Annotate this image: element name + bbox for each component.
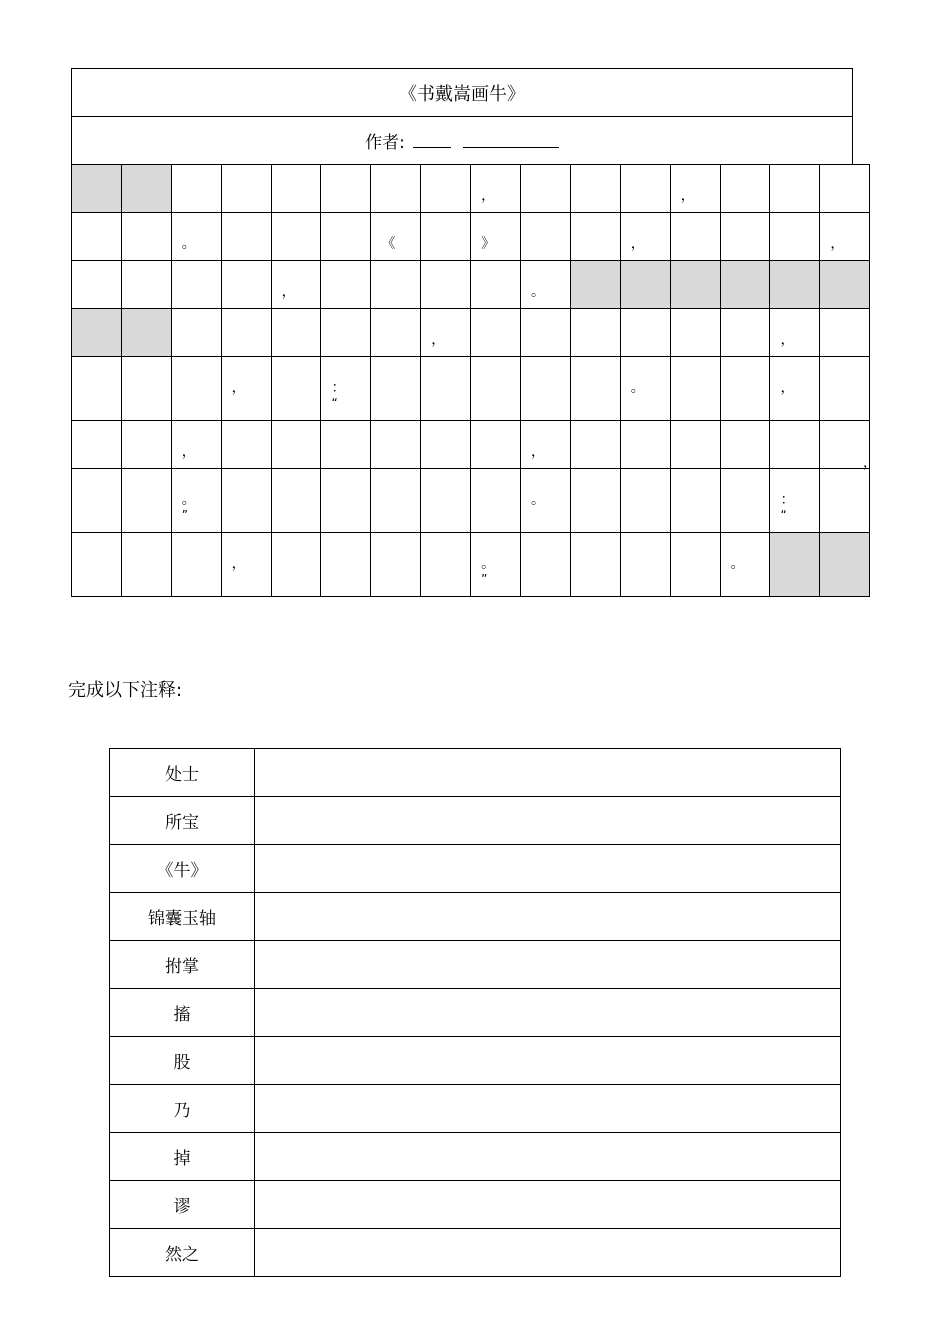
note-row bbox=[110, 749, 841, 797]
grid-cell[interactable] bbox=[72, 261, 122, 309]
grid-cell[interactable] bbox=[570, 165, 620, 213]
grid-cell[interactable] bbox=[620, 309, 670, 357]
grid-cell[interactable] bbox=[620, 533, 670, 597]
grid-cell[interactable] bbox=[570, 533, 620, 597]
grid-cell[interactable] bbox=[121, 469, 171, 533]
grid-cell[interactable] bbox=[471, 421, 521, 469]
grid-cell-shaded bbox=[720, 261, 770, 309]
grid-cell-shaded bbox=[121, 309, 171, 357]
punctuation-mark: ： bbox=[780, 492, 795, 508]
punctuation-mark: 。 bbox=[531, 284, 546, 300]
grid-cell[interactable] bbox=[770, 357, 820, 421]
grid-cell[interactable] bbox=[371, 309, 421, 357]
note-row bbox=[110, 941, 841, 989]
note-term: 乃 bbox=[110, 1085, 255, 1133]
grid-cell[interactable] bbox=[72, 213, 122, 261]
punctuation-mark: ， bbox=[431, 332, 446, 348]
grid-cell[interactable] bbox=[371, 165, 421, 213]
grid-cell[interactable] bbox=[321, 533, 371, 597]
note-row bbox=[110, 797, 841, 845]
grid-cell[interactable] bbox=[720, 309, 770, 357]
grid-cell[interactable] bbox=[770, 213, 820, 261]
notes-table bbox=[109, 748, 841, 1277]
grid-cell[interactable] bbox=[371, 469, 421, 533]
punctuation-mark: ， bbox=[531, 444, 546, 460]
grid-cell[interactable] bbox=[321, 213, 371, 261]
grid-cell[interactable] bbox=[570, 213, 620, 261]
note-row bbox=[110, 1037, 841, 1085]
grid-cell[interactable] bbox=[670, 469, 720, 533]
punctuation-mark: ， bbox=[830, 236, 845, 252]
grid-cell[interactable] bbox=[720, 421, 770, 469]
note-term: 拊掌 bbox=[110, 941, 255, 989]
note-row bbox=[110, 1133, 841, 1181]
grid-cell[interactable] bbox=[421, 213, 471, 261]
grid-cell[interactable] bbox=[421, 309, 471, 357]
grid-cell[interactable] bbox=[670, 533, 720, 597]
grid-cell[interactable] bbox=[620, 213, 670, 261]
punctuation-mark: ， bbox=[181, 444, 196, 460]
punctuation-mark: 。 bbox=[630, 380, 645, 396]
grid-cell[interactable] bbox=[521, 469, 571, 533]
outside-comma: ， bbox=[863, 455, 877, 471]
grid-cell[interactable] bbox=[471, 309, 521, 357]
punctuation-mark: ， bbox=[231, 556, 246, 572]
punctuation-mark: ， bbox=[481, 188, 496, 204]
note-term: 然之 bbox=[110, 1229, 255, 1277]
note-answer-field[interactable] bbox=[255, 1085, 841, 1133]
grid-cell[interactable] bbox=[570, 309, 620, 357]
grid-cell[interactable] bbox=[271, 165, 321, 213]
note-answer-field[interactable] bbox=[255, 941, 841, 989]
grid-cell-shaded bbox=[820, 261, 870, 309]
grid-cell[interactable] bbox=[570, 421, 620, 469]
grid-row bbox=[72, 309, 870, 357]
punctuation-mark: ： bbox=[331, 380, 346, 396]
grid-cell[interactable] bbox=[421, 165, 471, 213]
grid-row bbox=[72, 165, 870, 213]
quote-mark: “ bbox=[780, 508, 787, 522]
grid-cell[interactable] bbox=[421, 421, 471, 469]
punctuation-mark: ， bbox=[680, 188, 695, 204]
note-term: 谬 bbox=[110, 1181, 255, 1229]
grid-row bbox=[72, 213, 870, 261]
punctuation-mark: 。 bbox=[181, 492, 196, 508]
note-answer-field[interactable] bbox=[255, 845, 841, 893]
note-answer-field[interactable] bbox=[255, 749, 841, 797]
author-blank-2[interactable] bbox=[463, 133, 559, 148]
punctuation-mark: ， bbox=[780, 332, 795, 348]
author-row bbox=[71, 116, 853, 164]
grid-cell[interactable] bbox=[171, 261, 221, 309]
note-row bbox=[110, 989, 841, 1037]
grid-cell[interactable] bbox=[421, 261, 471, 309]
character-grid bbox=[71, 164, 870, 597]
note-term: 所宝 bbox=[110, 797, 255, 845]
grid-cell[interactable] bbox=[171, 533, 221, 597]
punctuation-mark: 《 bbox=[381, 236, 396, 252]
note-row bbox=[110, 1181, 841, 1229]
punctuation-mark: 。 bbox=[481, 556, 496, 572]
grid-cell[interactable] bbox=[72, 469, 122, 533]
grid-cell[interactable] bbox=[171, 165, 221, 213]
grid-cell[interactable] bbox=[72, 533, 122, 597]
grid-cell[interactable] bbox=[72, 421, 122, 469]
grid-cell[interactable] bbox=[121, 533, 171, 597]
grid-cell[interactable] bbox=[221, 309, 271, 357]
grid-cell[interactable] bbox=[471, 213, 521, 261]
grid-cell[interactable] bbox=[221, 165, 271, 213]
grid-cell[interactable] bbox=[221, 213, 271, 261]
notes-heading: 完成以下注释: bbox=[68, 680, 183, 701]
note-term: 股 bbox=[110, 1037, 255, 1085]
grid-cell[interactable] bbox=[171, 469, 221, 533]
note-row bbox=[110, 1229, 841, 1277]
grid-cell[interactable] bbox=[670, 309, 720, 357]
grid-cell[interactable] bbox=[620, 469, 670, 533]
grid-row bbox=[72, 261, 870, 309]
grid-cell[interactable] bbox=[720, 469, 770, 533]
grid-cell[interactable] bbox=[271, 261, 321, 309]
punctuation-mark: 。 bbox=[181, 236, 196, 252]
grid-cell[interactable] bbox=[471, 469, 521, 533]
grid-cell[interactable] bbox=[221, 261, 271, 309]
grid-row bbox=[72, 469, 870, 533]
grid-cell[interactable] bbox=[720, 213, 770, 261]
quote-mark: ” bbox=[181, 508, 188, 522]
title-row bbox=[71, 68, 853, 116]
grid-cell[interactable] bbox=[770, 165, 820, 213]
grid-cell[interactable] bbox=[471, 165, 521, 213]
grid-cell[interactable] bbox=[521, 421, 571, 469]
grid-cell[interactable] bbox=[770, 421, 820, 469]
note-row bbox=[110, 893, 841, 941]
grid-cell[interactable] bbox=[271, 533, 321, 597]
note-term: 处士 bbox=[110, 749, 255, 797]
grid-cell[interactable] bbox=[321, 421, 371, 469]
grid-row bbox=[72, 357, 870, 421]
grid-cell[interactable] bbox=[271, 309, 321, 357]
grid-cell[interactable] bbox=[421, 533, 471, 597]
grid-cell-shaded bbox=[770, 533, 820, 597]
note-answer-field[interactable] bbox=[255, 989, 841, 1037]
grid-cell-shaded bbox=[570, 261, 620, 309]
grid-row bbox=[72, 533, 870, 597]
grid-cell[interactable] bbox=[271, 421, 321, 469]
grid-cell[interactable] bbox=[171, 357, 221, 421]
note-answer-field[interactable] bbox=[255, 1229, 841, 1277]
note-answer-field[interactable] bbox=[255, 797, 841, 845]
grid-cell[interactable] bbox=[121, 357, 171, 421]
grid-cell[interactable] bbox=[820, 309, 870, 357]
grid-cell[interactable] bbox=[221, 533, 271, 597]
quote-mark: “ bbox=[331, 396, 338, 410]
grid-cell[interactable] bbox=[171, 421, 221, 469]
grid-cell[interactable] bbox=[620, 357, 670, 421]
note-answer-field[interactable] bbox=[255, 1037, 841, 1085]
grid-cell[interactable] bbox=[820, 165, 870, 213]
grid-cell[interactable] bbox=[770, 309, 820, 357]
grid-cell[interactable] bbox=[670, 213, 720, 261]
grid-cell[interactable] bbox=[72, 357, 122, 421]
grid-cell[interactable] bbox=[221, 357, 271, 421]
grid-cell[interactable] bbox=[121, 213, 171, 261]
grid-cell-shaded bbox=[72, 309, 122, 357]
note-answer-field[interactable] bbox=[255, 1133, 841, 1181]
grid-cell-shaded bbox=[770, 261, 820, 309]
grid-cell[interactable] bbox=[321, 309, 371, 357]
grid-cell[interactable] bbox=[271, 357, 321, 421]
grid-cell-shaded bbox=[670, 261, 720, 309]
note-term: 搐 bbox=[110, 989, 255, 1037]
grid-cell[interactable] bbox=[271, 213, 321, 261]
author-label: 作者: bbox=[365, 133, 405, 153]
grid-cell[interactable] bbox=[321, 357, 371, 421]
grid-cell[interactable] bbox=[521, 261, 571, 309]
grid-cell[interactable] bbox=[720, 165, 770, 213]
note-term: 《牛》 bbox=[110, 845, 255, 893]
grid-cell[interactable] bbox=[720, 533, 770, 597]
grid-cell[interactable] bbox=[171, 309, 221, 357]
note-row bbox=[110, 1085, 841, 1133]
grid-cell[interactable] bbox=[271, 469, 321, 533]
grid-cell[interactable] bbox=[371, 533, 421, 597]
grid-cell[interactable] bbox=[371, 421, 421, 469]
note-row bbox=[110, 845, 841, 893]
grid-cell[interactable] bbox=[570, 469, 620, 533]
author-blank-1[interactable] bbox=[413, 133, 451, 148]
grid-cell[interactable] bbox=[720, 357, 770, 421]
punctuation-mark: ， bbox=[231, 380, 246, 396]
note-answer-field[interactable] bbox=[255, 1181, 841, 1229]
grid-cell[interactable] bbox=[321, 469, 371, 533]
grid-row bbox=[72, 421, 870, 469]
quote-mark: ” bbox=[481, 572, 488, 586]
grid-cell[interactable] bbox=[221, 421, 271, 469]
grid-cell[interactable] bbox=[171, 213, 221, 261]
punctuation-mark: ， bbox=[630, 236, 645, 252]
grid-cell[interactable] bbox=[471, 261, 521, 309]
grid-cell[interactable] bbox=[570, 357, 620, 421]
grid-cell[interactable] bbox=[620, 165, 670, 213]
punctuation-mark: ， bbox=[780, 380, 795, 396]
grid-cell-shaded bbox=[121, 165, 171, 213]
grid-cell[interactable] bbox=[321, 261, 371, 309]
grid-cell[interactable] bbox=[521, 165, 571, 213]
grid-cell[interactable] bbox=[521, 357, 571, 421]
page-title: 《书戴嵩画牛》 bbox=[399, 83, 525, 105]
grid-cell[interactable] bbox=[820, 357, 870, 421]
punctuation-mark: 》 bbox=[481, 236, 496, 252]
grid-cell-shaded bbox=[620, 261, 670, 309]
punctuation-mark: ， bbox=[281, 284, 296, 300]
grid-cell[interactable] bbox=[670, 421, 720, 469]
grid-cell[interactable] bbox=[770, 469, 820, 533]
note-term: 锦囊玉轴 bbox=[110, 893, 255, 941]
grid-cell[interactable] bbox=[670, 165, 720, 213]
grid-cell[interactable] bbox=[521, 533, 571, 597]
grid-cell[interactable] bbox=[521, 309, 571, 357]
note-answer-field[interactable] bbox=[255, 893, 841, 941]
grid-cell[interactable] bbox=[670, 357, 720, 421]
grid-cell[interactable] bbox=[121, 421, 171, 469]
grid-cell[interactable] bbox=[371, 357, 421, 421]
punctuation-mark: 。 bbox=[730, 556, 745, 572]
grid-cell[interactable] bbox=[421, 469, 471, 533]
grid-cell[interactable] bbox=[221, 469, 271, 533]
grid-cell[interactable] bbox=[620, 421, 670, 469]
punctuation-mark: 。 bbox=[531, 492, 546, 508]
grid-cell[interactable] bbox=[471, 357, 521, 421]
grid-cell-shaded bbox=[820, 533, 870, 597]
grid-cell[interactable] bbox=[521, 213, 571, 261]
grid-cell[interactable] bbox=[820, 213, 870, 261]
grid-cell-shaded bbox=[72, 165, 122, 213]
grid-cell[interactable] bbox=[321, 165, 371, 213]
grid-cell[interactable] bbox=[371, 261, 421, 309]
writing-grid bbox=[71, 68, 853, 597]
note-term: 掉 bbox=[110, 1133, 255, 1181]
grid-cell[interactable] bbox=[421, 357, 471, 421]
grid-cell[interactable] bbox=[471, 533, 521, 597]
grid-cell[interactable] bbox=[371, 213, 421, 261]
grid-cell[interactable] bbox=[121, 261, 171, 309]
grid-cell[interactable] bbox=[820, 469, 870, 533]
